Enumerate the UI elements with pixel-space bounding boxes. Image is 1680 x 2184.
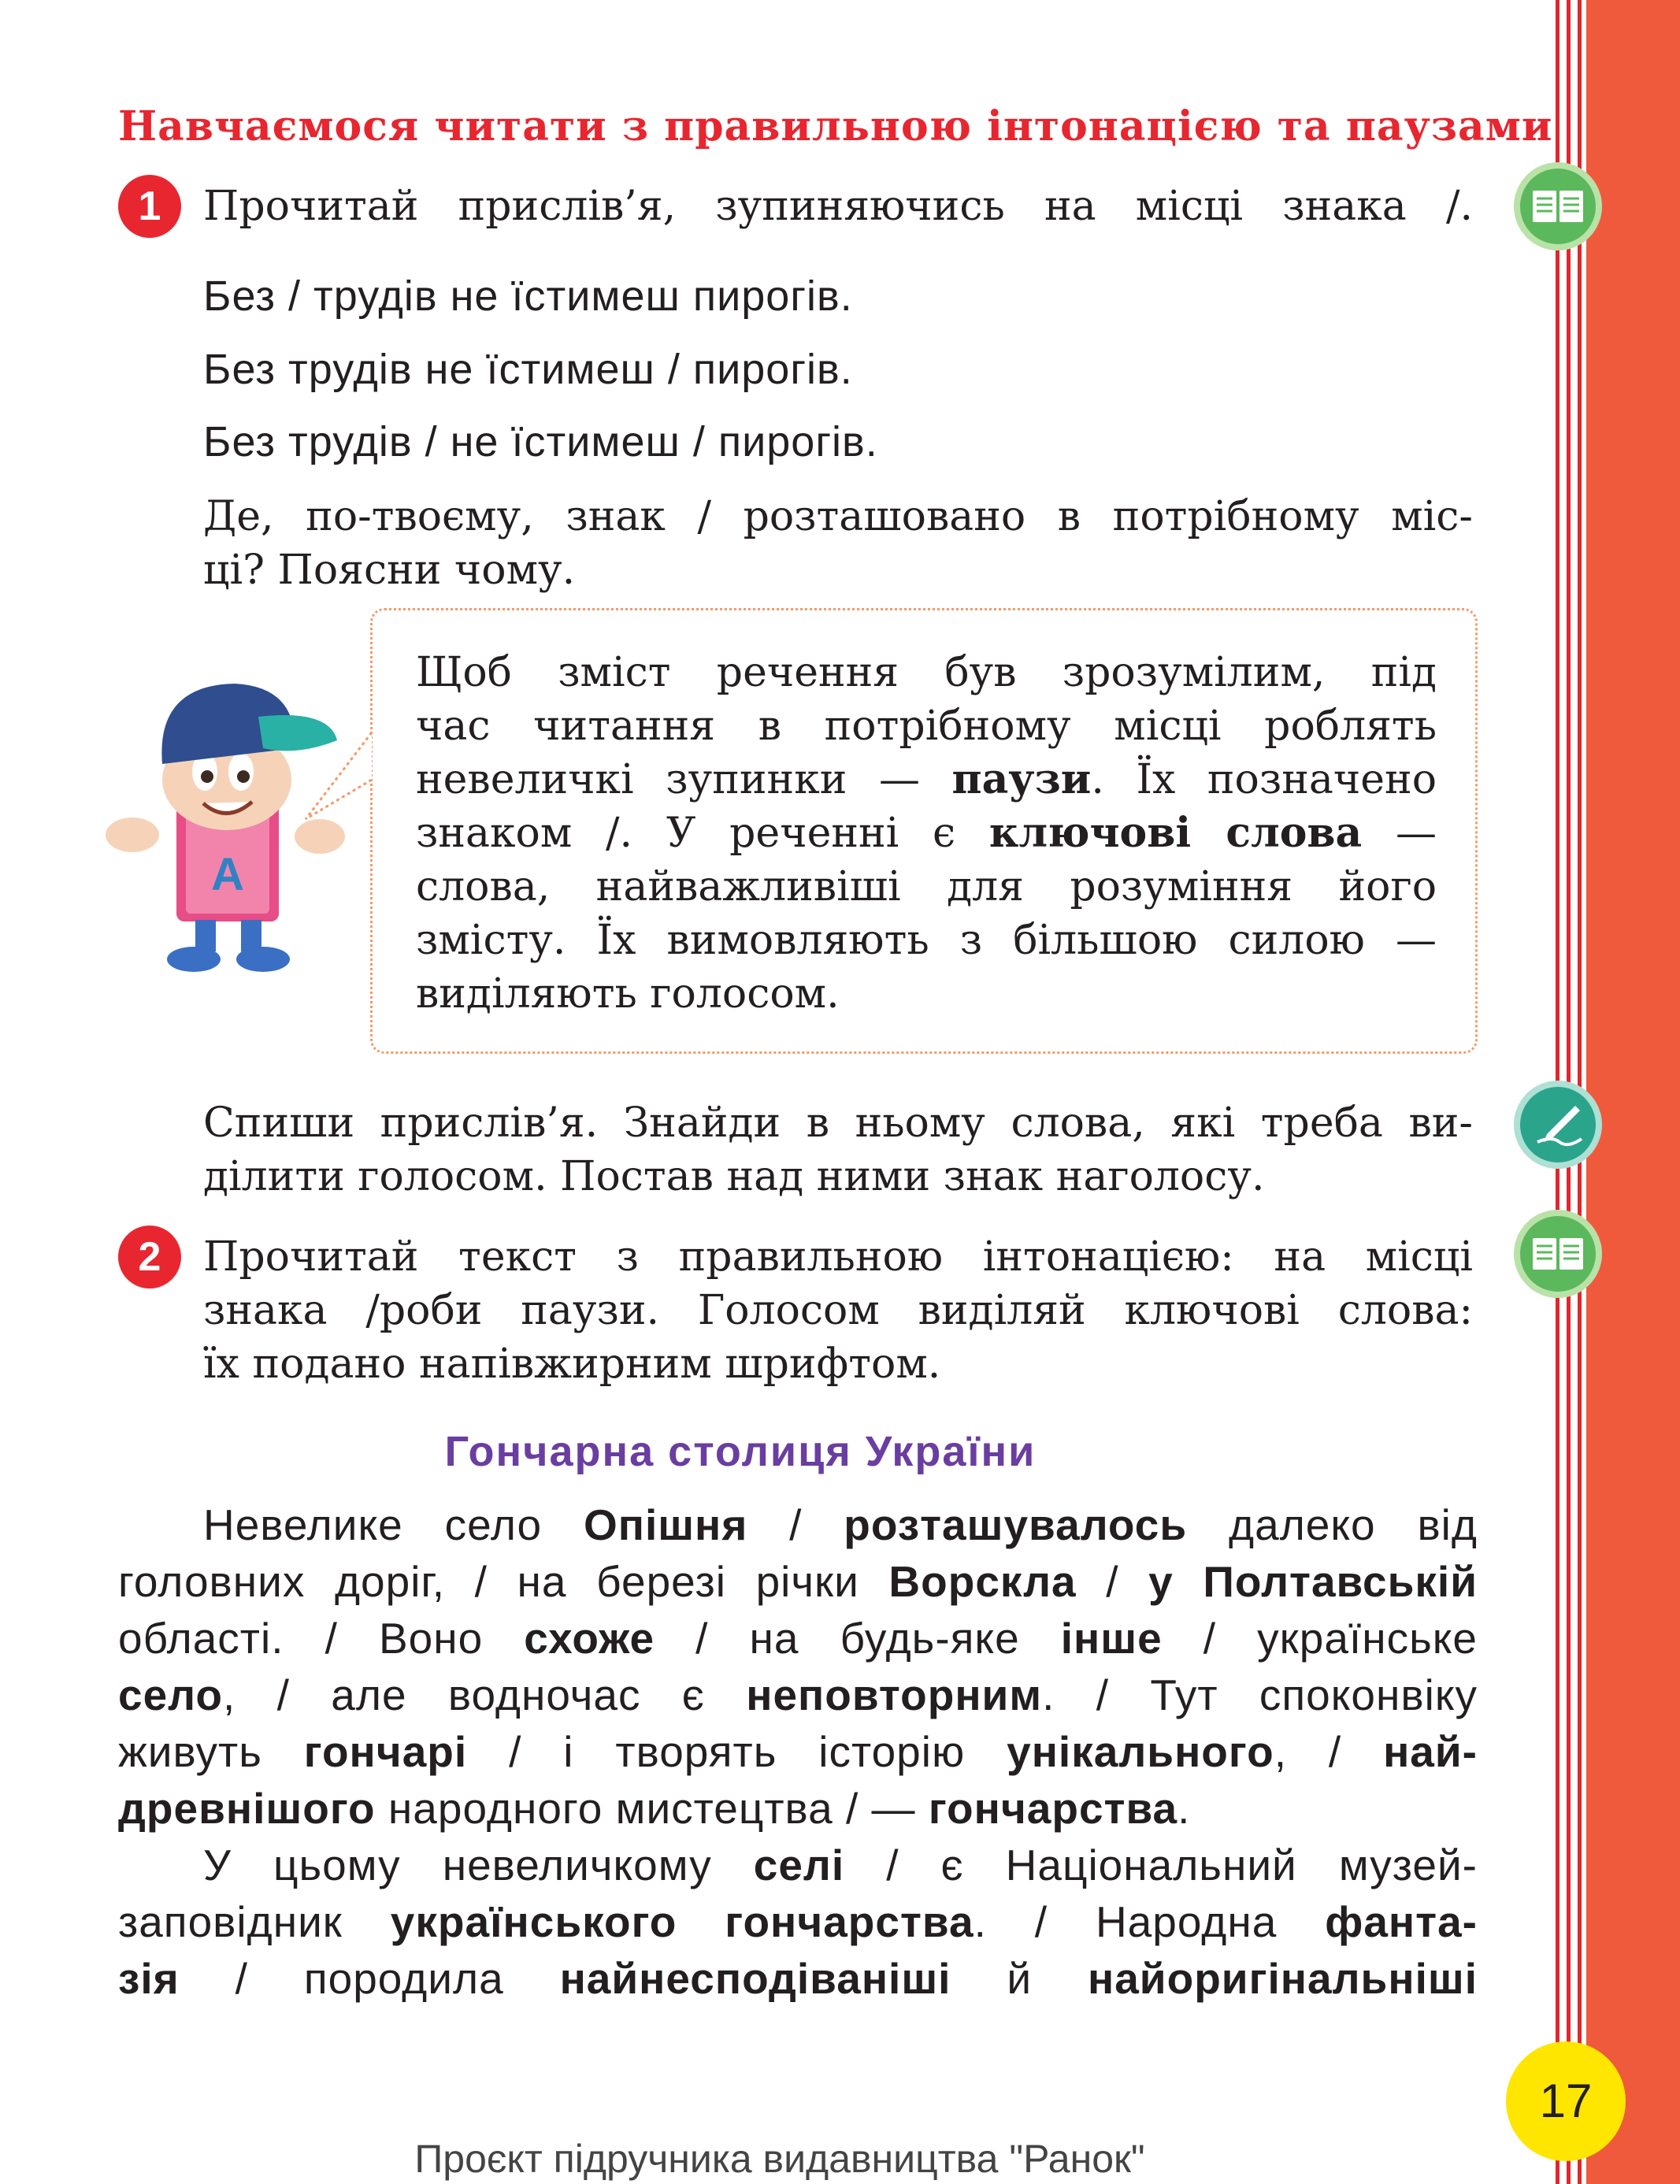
book-icon [1520, 1216, 1596, 1292]
term-key-words: ключові слова [988, 809, 1363, 857]
rule-line-4: знаком /. У реченні є ключові слова — [416, 809, 1437, 857]
proverb-2: Без трудів не їстимеш / пирогів. [203, 346, 853, 393]
rule-line-5: слова, найважливіші для розуміння його [416, 863, 1437, 910]
copy-task-line-1: Спиши прислів’я. Знайди в ньому слова, які треба ви- [203, 1099, 1473, 1147]
task-2-line-1: Прочитай текст з правильною інтонацією: на місці [203, 1233, 1473, 1281]
rule-line-6: змісту. Їх вимовляють з більшою силою — [416, 917, 1437, 964]
text-line-3: області. / Воно схоже / на будь-яке інше / українське [118, 1614, 1478, 1663]
task-1-number: 1 [118, 175, 181, 238]
task-2-line-3: їх подано напівжирним шрифтом. [203, 1340, 941, 1388]
footer-note: Проєкт підручника видавництва "Ранок" [414, 2137, 1145, 2181]
text-line-8: заповідник українського гончарства. / Народна фанта- [118, 1897, 1478, 1946]
read-book-badge-2 [1514, 1210, 1602, 1298]
speech-pointer [299, 732, 378, 827]
write-badge [1514, 1081, 1602, 1169]
rule-line-7: виділяють голосом. [416, 970, 840, 1018]
text-line-4: село, / але водночас є неповторним. / Тут споконвіку [118, 1670, 1478, 1719]
text-title: Гончарна столиця України [444, 1428, 1037, 1475]
pen-icon [1520, 1087, 1596, 1162]
read-book-badge [1514, 162, 1602, 250]
term-pauses: паузи [951, 755, 1092, 803]
text-line-9: зія / породила найнесподіваніші й найоригінальніші [118, 1954, 1478, 2003]
text-line-7: У цьому невеличкому селі / є Національний музей- [203, 1841, 1478, 1889]
text-line-2: головних доріг, / на березі річки Ворскла / у Полтавській [118, 1557, 1478, 1606]
page-number: 17 [1506, 2041, 1626, 2161]
rule-line-3: невеличкі зупинки — паузи. Їх позначено [416, 755, 1437, 803]
text-line-6: древнішого народного мистецтва / — гончарства. [118, 1784, 1191, 1833]
book-icon [1520, 169, 1596, 244]
task-2-number: 2 [118, 1225, 181, 1289]
question-line-2: ці? Поясни чому. [203, 547, 576, 594]
task-1-instruction: Прочитай прислів’я, зупиняючись на місці знака /. [203, 183, 1473, 230]
proverb-3: Без трудів / не їстимеш / пирогів. [203, 418, 878, 465]
rule-line-1: Щоб зміст речення був зрозумілим, під [416, 649, 1437, 696]
mascot-letter: А [211, 849, 244, 900]
task-2-line-2: знака /роби паузи. Голосом виділяй ключові слова: [203, 1287, 1473, 1334]
rule-line-2: час читання в потрібному місці роблять [416, 703, 1437, 750]
text-line-1: Невелике село Опішня / розташувалось далеко від [203, 1500, 1478, 1549]
page-heading: Навчаємося читати з правильною інтонацією та паузами [118, 102, 1553, 150]
copy-task-line-2: ділити голосом. Постав над ними знак наголосу. [203, 1153, 1265, 1200]
text-line-5: живуть гончарі / і творять історію унікального, / най- [118, 1727, 1478, 1776]
proverb-1: Без / трудів не їстимеш пирогів. [203, 273, 853, 320]
question-line-1: Де, по-твоєму, знак / розташовано в потрібному міс- [203, 493, 1473, 540]
